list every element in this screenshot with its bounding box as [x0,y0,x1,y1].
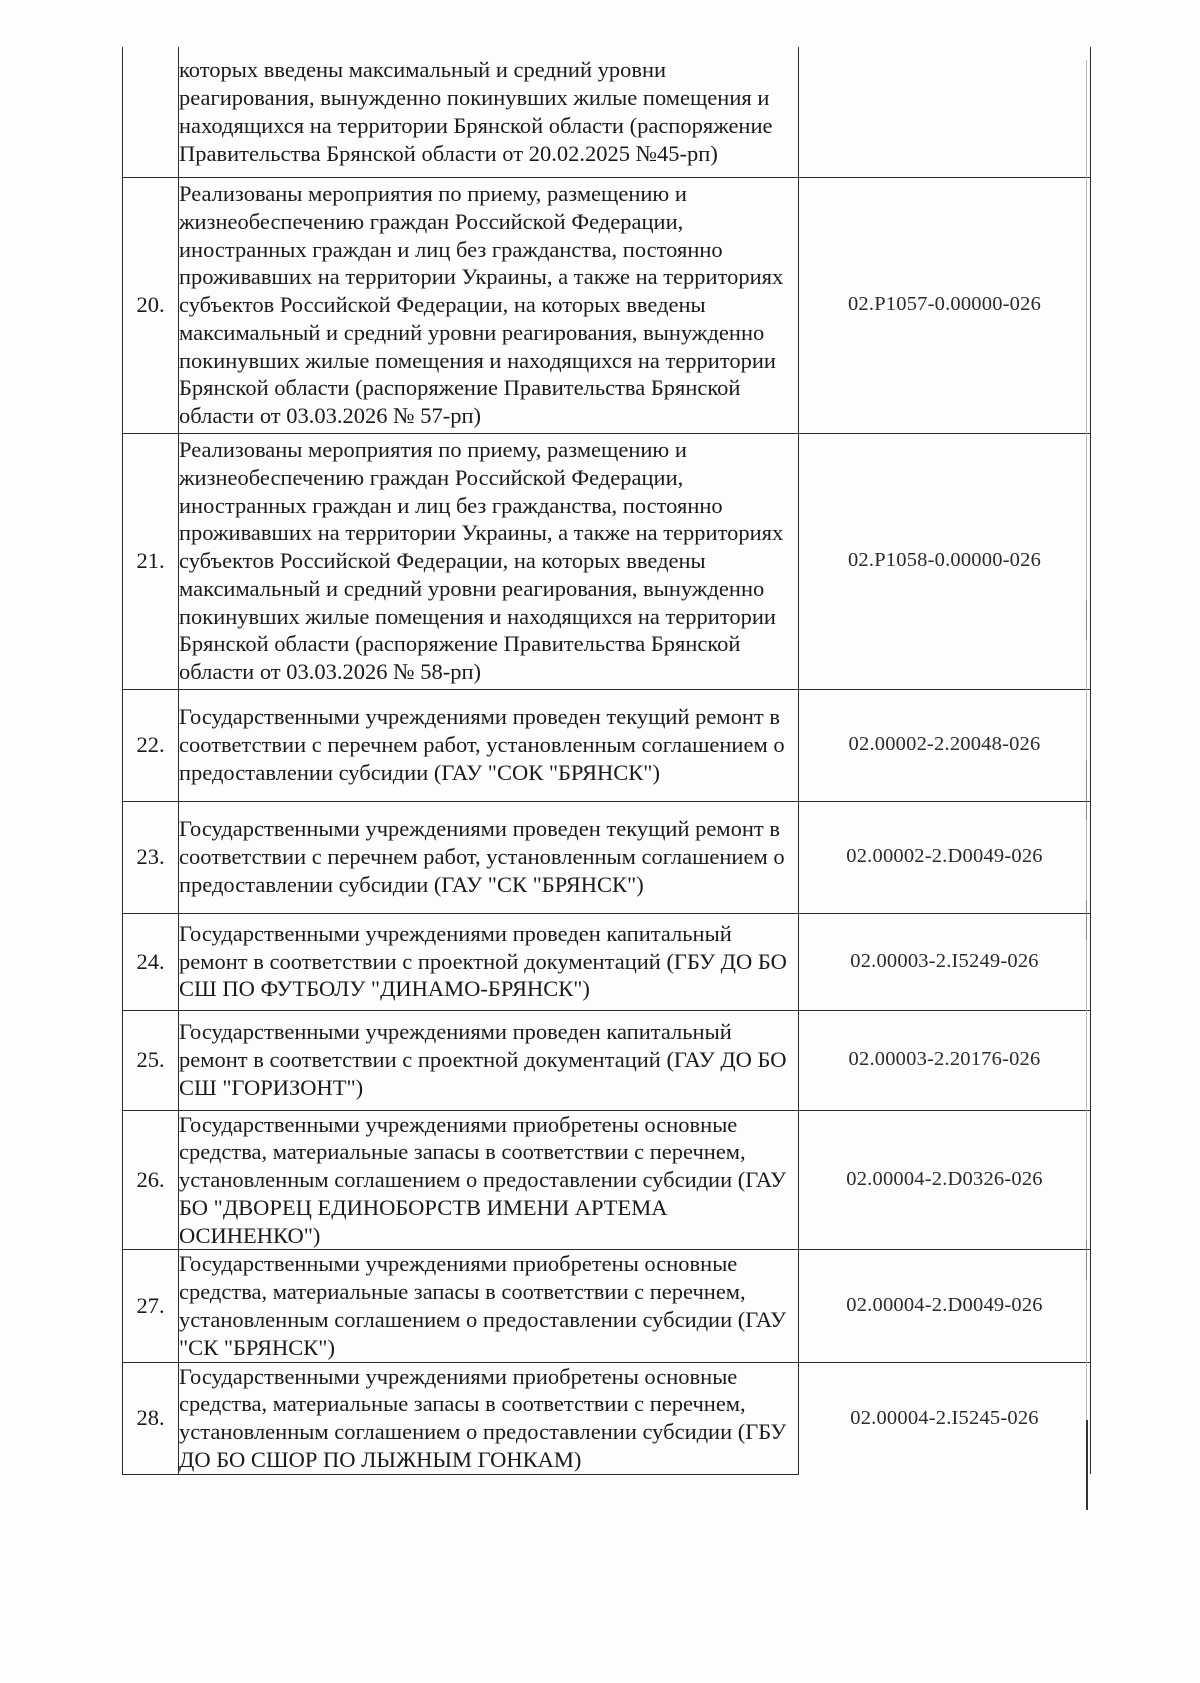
row-code: 02.00004-2.I5245-026 [799,1362,1091,1474]
scan-margin-mark [1086,1240,1087,1280]
row-description: Государственными учреждениями проведен текущий ремонт в соответствии с перечнем работ, установленным соглашением о предоставлении субсидии (ГАУ "СК "БРЯНСК") [179,801,799,913]
row-description: Реализованы мероприятия по приему, размещению и жизнеобеспечению граждан Российской Федерации, иностранных граждан и лиц без гражданства, постоянно проживавших на территории Украины, а также на территориях субъектов Российской Федерации, на которых введены максимальный и средний уровни реагирования, вынужденно покинувших жилые помещения и находящихся на территории Брянской области (распоряжение Правительства Брянской области от 03.03.2026 № 58-рп) [179,433,799,689]
table-row [123,1362,1091,1474]
row-code: 02.00004-2.D0049-026 [799,1250,1091,1362]
row-number: 25. [123,1010,179,1110]
scan-margin-mark [1086,900,1087,940]
table-row [123,801,1091,913]
row-number: 20. [123,177,179,433]
row-description: Государственными учреждениями приобретены основные средства, материальные запасы в соответствии с перечнем, установленным соглашением о предоставлении субсидии (ГБУ ДО БО СШОР ПО ЛЫЖНЫМ ГОНКАМ) [179,1362,799,1474]
row-code: 02.P1058-0.00000-026 [799,433,1091,689]
row-code: 02.00003-2.I5249-026 [799,913,1091,1010]
row-code: 02.00002-2.20048-026 [799,689,1091,801]
table-row [123,47,1091,177]
table-row [123,177,1091,433]
table-row [123,689,1091,801]
row-number: 21. [123,433,179,689]
row-number: 24. [123,913,179,1010]
scan-margin-mark [1086,600,1087,640]
row-number: 23. [123,801,179,913]
table-row [123,433,1091,689]
row-description: Государственными учреждениями проведен капитальный ремонт в соответствии с проектной документаций (ГБУ ДО БО СШ ПО ФУТБОЛУ "ДИНАМО-БРЯНСК") [179,913,799,1010]
row-code: 02.P1057-0.00000-026 [799,177,1091,433]
row-number: 27. [123,1250,179,1362]
row-number [123,47,179,177]
table-row [123,1250,1091,1362]
row-code: 02.00004-2.D0326-026 [799,1110,1091,1250]
measures-table [122,47,1091,1475]
row-number: 26. [123,1110,179,1250]
scan-margin-mark [1086,1420,1088,1510]
row-number: 22. [123,689,179,801]
table-row [123,1110,1091,1250]
table-row [123,1010,1091,1110]
row-description: Государственными учреждениями приобретены основные средства, материальные запасы в соответствии с перечнем, установленным соглашением о предоставлении субсидии (ГАУ БО "ДВОРЕЦ ЕДИНОБОРСТВ ИМЕНИ АРТЕМА ОСИНЕНКО") [179,1110,799,1250]
row-description: Государственными учреждениями проведен капитальный ремонт в соответствии с проектной документаций (ГАУ ДО БО СШ "ГОРИЗОНТ") [179,1010,799,1110]
row-number: 28. [123,1362,179,1474]
row-code: 02.00002-2.D0049-026 [799,801,1091,913]
row-description: которых введены максимальный и средний уровни реагирования, вынужденно покинувших жилые помещения и находящихся на территории Брянской области (распоряжение Правительства Брянской области от 20.02.2025 №45-рп) [179,47,799,177]
table-row [123,913,1091,1010]
row-description: Государственными учреждениями приобретены основные средства, материальные запасы в соответствии с перечнем, установленным соглашением о предоставлении субсидии (ГАУ "СК "БРЯНСК") [179,1250,799,1362]
scan-margin-mark [1086,760,1087,820]
row-code: 02.00003-2.20176-026 [799,1010,1091,1110]
row-code [799,47,1091,177]
row-description: Реализованы мероприятия по приему, размещению и жизнеобеспечению граждан Российской Федерации, иностранных граждан и лиц без гражданства, постоянно проживавших на территории Украины, а также на территориях субъектов Российской Федерации, на которых введены максимальный и средний уровни реагирования, вынужденно покинувших жилые помещения и находящихся на территории Брянской области (распоряжение Правительства Брянской области от 03.03.2026 № 57-рп) [179,177,799,433]
row-description: Государственными учреждениями проведен текущий ремонт в соответствии с перечнем работ, установленным соглашением о предоставлении субсидии (ГАУ "СОК "БРЯНСК") [179,689,799,801]
